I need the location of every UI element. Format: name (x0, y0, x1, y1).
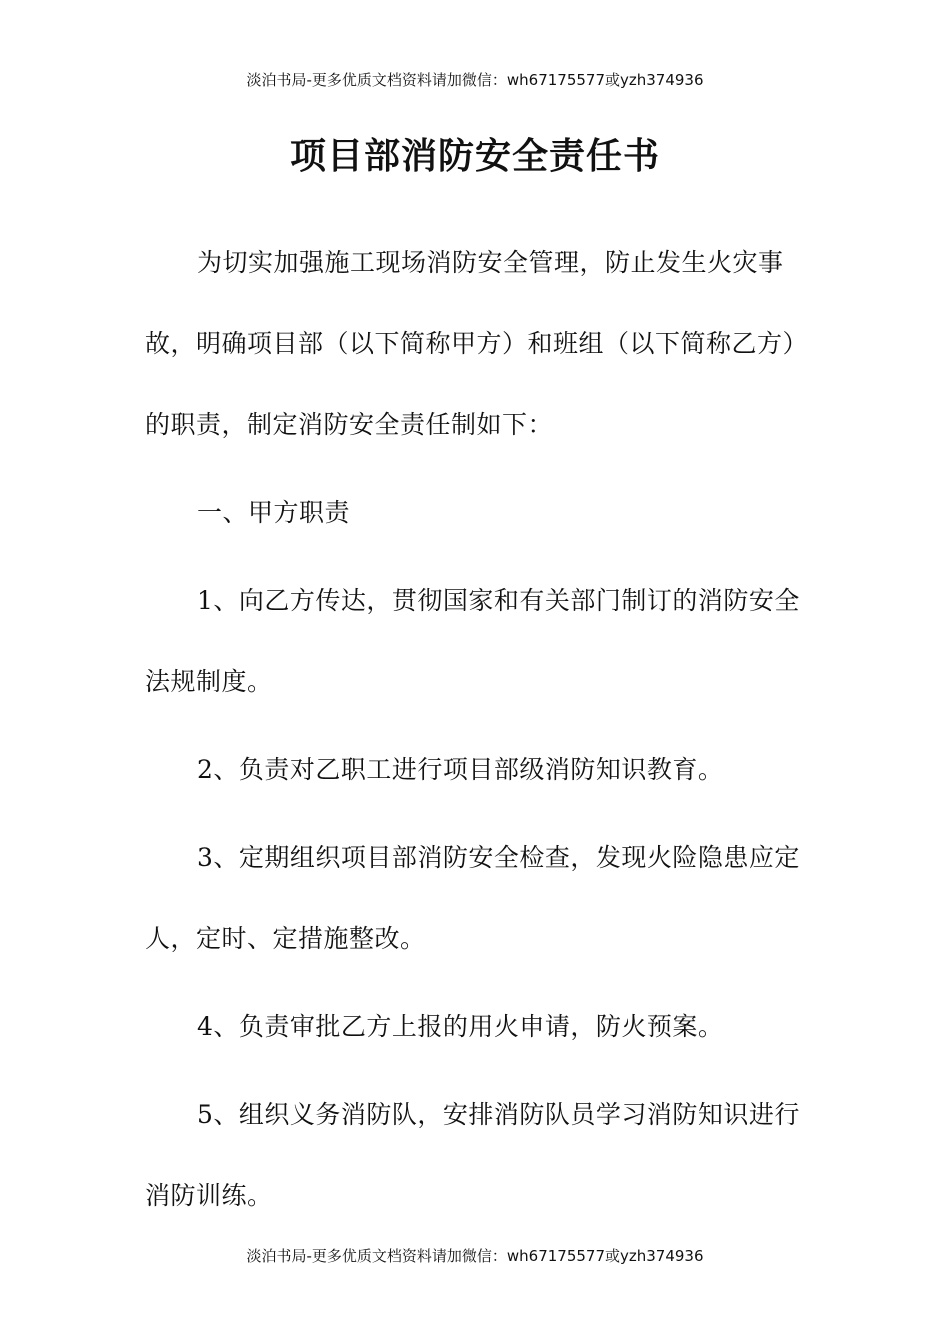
section-heading-party-a-duties: 一、甲方职责 (197, 498, 351, 527)
intro-paragraph: 为切实加强施工现场消防安全管理，防止发生火灾事故，明确项目部（以下简称甲方）和班组（以下简称乙方）的职责，制定消防安全责任制如下： (145, 248, 796, 439)
document-body (145, 222, 805, 1243)
duty-item-4: 4、负责审批乙方上报的用火申请，防火预案。 (197, 1012, 724, 1041)
duty-item-5: 5、组织义务消防队，安排消防队员学习消防知识进行消防训练。 (145, 1100, 800, 1210)
duty-item-3: 3、定期组织项目部消防安全检查，发现火险隐患应定人，定时、定措施整改。 (145, 843, 800, 953)
duty-item-2: 2、负责对乙职工进行项目部级消防知识教育。 (197, 755, 724, 784)
page-header: 淡泊书局-更多优质文档资料请加微信：wh67175577或yzh374936 (246, 71, 704, 89)
duty-item-1: 1、向乙方传达，贯彻国家和有关部门制订的消防安全法规制度。 (145, 586, 800, 696)
document-title: 项目部消防安全责任书 (289, 136, 660, 177)
page-footer: 淡泊书局-更多优质文档资料请加微信：wh67175577或yzh374936 (246, 1247, 704, 1265)
